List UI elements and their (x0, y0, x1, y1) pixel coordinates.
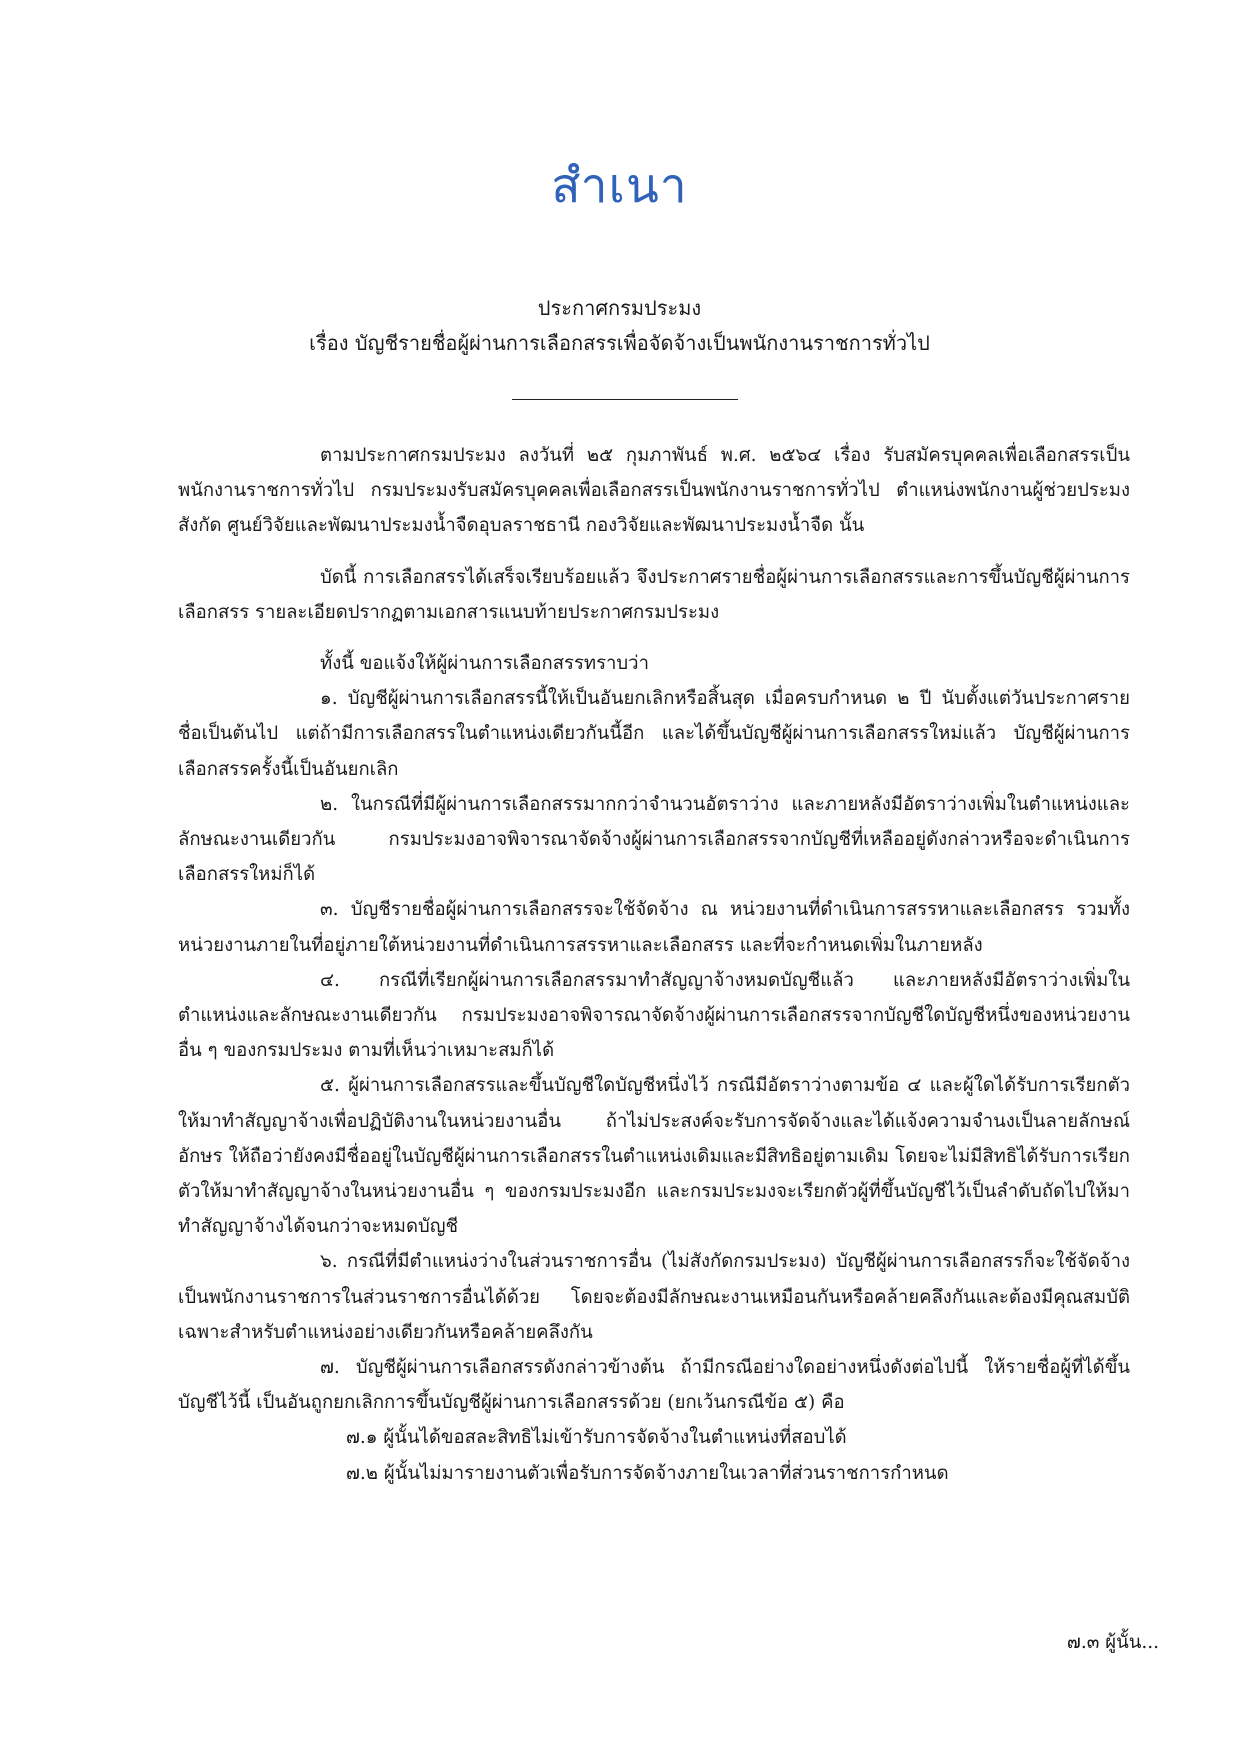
copy-stamp: สำเนา (551, 158, 688, 214)
list-item-7: ๗. บัญชีผู้ผ่านการเลือกสรรดังกล่าวข้างต้น ถ้ามีกรณีอย่างใดอย่างหนึ่งดังต่อไปนี้ ให้รายชื่อผู้ที่ได้ขึ้นบัญชีไว้นี้ เป็นอันถูกยกเลิกการขึ้นบัญชีผู้ผ่านการเลือกสรรด้วย (ยกเว้นกรณีข้อ ๕) คือ (178, 1357, 1130, 1414)
list-item-2: ๒. ในกรณีที่มีผู้ผ่านการเลือกสรรมากกว่าจำนวนอัตราว่าง และภายหลังมีอัตราว่างเพิ่มในตำแหน่งและลักษณะงานเดียวกัน กรมประมงอาจพิจารณาจัดจ้างผู้ผ่านการเลือกสรรจากบัญชีที่เหลืออยู่ดังกล่าวหรือจะดำเนินการเลือกสรรใหม่ก็ได้ (178, 793, 1130, 886)
announcement-title: ประกาศกรมประมง (537, 296, 702, 320)
announcement-subject: เรื่อง บัญชีรายชื่อผู้ผ่านการเลือกสรรเพื่อจัดจ้างเป็นพนักงานราชการทั่วไป (309, 331, 930, 355)
list-item-5: ๕. ผู้ผ่านการเลือกสรรและขึ้นบัญชีใดบัญชีหนึ่งไว้ กรณีมีอัตราว่างตามข้อ ๔ และผู้ใดได้รับการเรียกตัวให้มาทำสัญญาจ้างเพื่อปฏิบัติงานในหน่วยงานอื่น ถ้าไม่ประสงค์จะรับการจัดจ้างและได้แจ้งความจำนงเป็นลายลักษณ์อักษร ให้ถือว่ายังคงมีชื่ออยู่ในบัญชีผู้ผ่านการเลือกสรรในตำแหน่งเดิมและมีสิทธิอยู่ตามเดิม โดยจะไม่มีสิทธิได้รับการเรียกตัวให้มาทำสัญญาจ้างในหน่วยงานอื่น ๆ ของกรมประมงอีก และกรมประมงจะเรียกตัวผู้ที่ขึ้นบัญชีไว้เป็นลำดับถัดไปให้มาทำสัญญาจ้างได้จนกว่าจะหมดบัญชี (178, 1075, 1130, 1238)
paragraph-announcement: บัดนี้ การเลือกสรรได้เสร็จเรียบร้อยแล้ว จึงประกาศรายชื่อผู้ผ่านการเลือกสรรและการขึ้นบัญชีผู้ผ่านการเลือกสรร รายละเอียดปรากฏตามเอกสารแนบท้ายประกาศกรมประมง (178, 566, 1130, 623)
document-body (178, 438, 1130, 1491)
paragraph-notice-intro: ทั้งนี้ ขอแจ้งให้ผู้ผ่านการเลือกสรรทราบว่า (320, 653, 649, 675)
list-item-7-2: ๗.๒ ผู้นั้นไม่มารายงานตัวเพื่อรับการจัดจ้างภายในเวลาที่ส่วนราชการกำหนด (346, 1462, 949, 1484)
divider-line (512, 399, 738, 400)
list-item-4: ๔. กรณีที่เรียกผู้ผ่านการเลือกสรรมาทำสัญญาจ้างหมดบัญชีแล้ว และภายหลังมีอัตราว่างเพิ่มในตำแหน่งและลักษณะงานเดียวกัน กรมประมงอาจพิจารณาจัดจ้างผู้ผ่านการเลือกสรรจากบัญชีใดบัญชีหนึ่งของหน่วยงานอื่น ๆ ของกรมประมง ตามที่เห็นว่าเหมาะสมก็ได้ (178, 969, 1130, 1062)
paragraph-reference: ตามประกาศกรมประมง ลงวันที่ ๒๕ กุมภาพันธ์ พ.ศ. ๒๕๖๔ เรื่อง รับสมัครบุคคลเพื่อเลือกสรรเป็นพนักงานราชการทั่วไป กรมประมงรับสมัครบุคคลเพื่อเลือกสรรเป็นพนักงานราชการทั่วไป ตำแหน่งพนักงานผู้ช่วยประมง สังกัด ศูนย์วิจัยและพัฒนาประมงน้ำจืดอุบลราชธานี กองวิจัยและพัฒนาประมงน้ำจืด นั้น (178, 445, 1130, 537)
list-item-1: ๑. บัญชีผู้ผ่านการเลือกสรรนี้ให้เป็นอันยกเลิกหรือสิ้นสุด เมื่อครบกำหนด ๒ ปี นับตั้งแต่วันประกาศรายชื่อเป็นต้นไป แต่ถ้ามีการเลือกสรรในตำแหน่งเดียวกันนี้อีก และได้ขึ้นบัญชีผู้ผ่านการเลือกสรรใหม่แล้ว บัญชีผู้ผ่านการเลือกสรรครั้งนี้เป็นอันยกเลิก (178, 688, 1130, 780)
list-item-7-1: ๗.๑ ผู้นั้นได้ขอสละสิทธิไม่เข้ารับการจัดจ้างในตำแหน่งที่สอบได้ (346, 1427, 847, 1449)
list-item-3: ๓. บัญชีรายชื่อผู้ผ่านการเลือกสรรจะใช้จัดจ้าง ณ หน่วยงานที่ดำเนินการสรรหาและเลือกสรร รวมทั้งหน่วยงานภายในที่อยู่ภายใต้หน่วยงานที่ดำเนินการสรรหาและเลือกสรร และที่จะกำหนดเพิ่มในภายหลัง (178, 899, 1130, 956)
page-continuation: ๗.๓ ผู้นั้น... (1066, 1632, 1159, 1653)
list-item-6: ๖. กรณีที่มีตำแหน่งว่างในส่วนราชการอื่น (ไม่สังกัดกรมประมง) บัญชีผู้ผ่านการเลือกสรรก็จะใช้จัดจ้างเป็นพนักงานราชการในส่วนราชการอื่นได้ด้วย โดยจะต้องมีลักษณะงานเหมือนกันหรือคล้ายคลึงกันและต้องมีคุณสมบัติเฉพาะสำหรับตำแหน่งอย่างเดียวกันหรือคล้ายคลึงกัน (178, 1251, 1130, 1343)
